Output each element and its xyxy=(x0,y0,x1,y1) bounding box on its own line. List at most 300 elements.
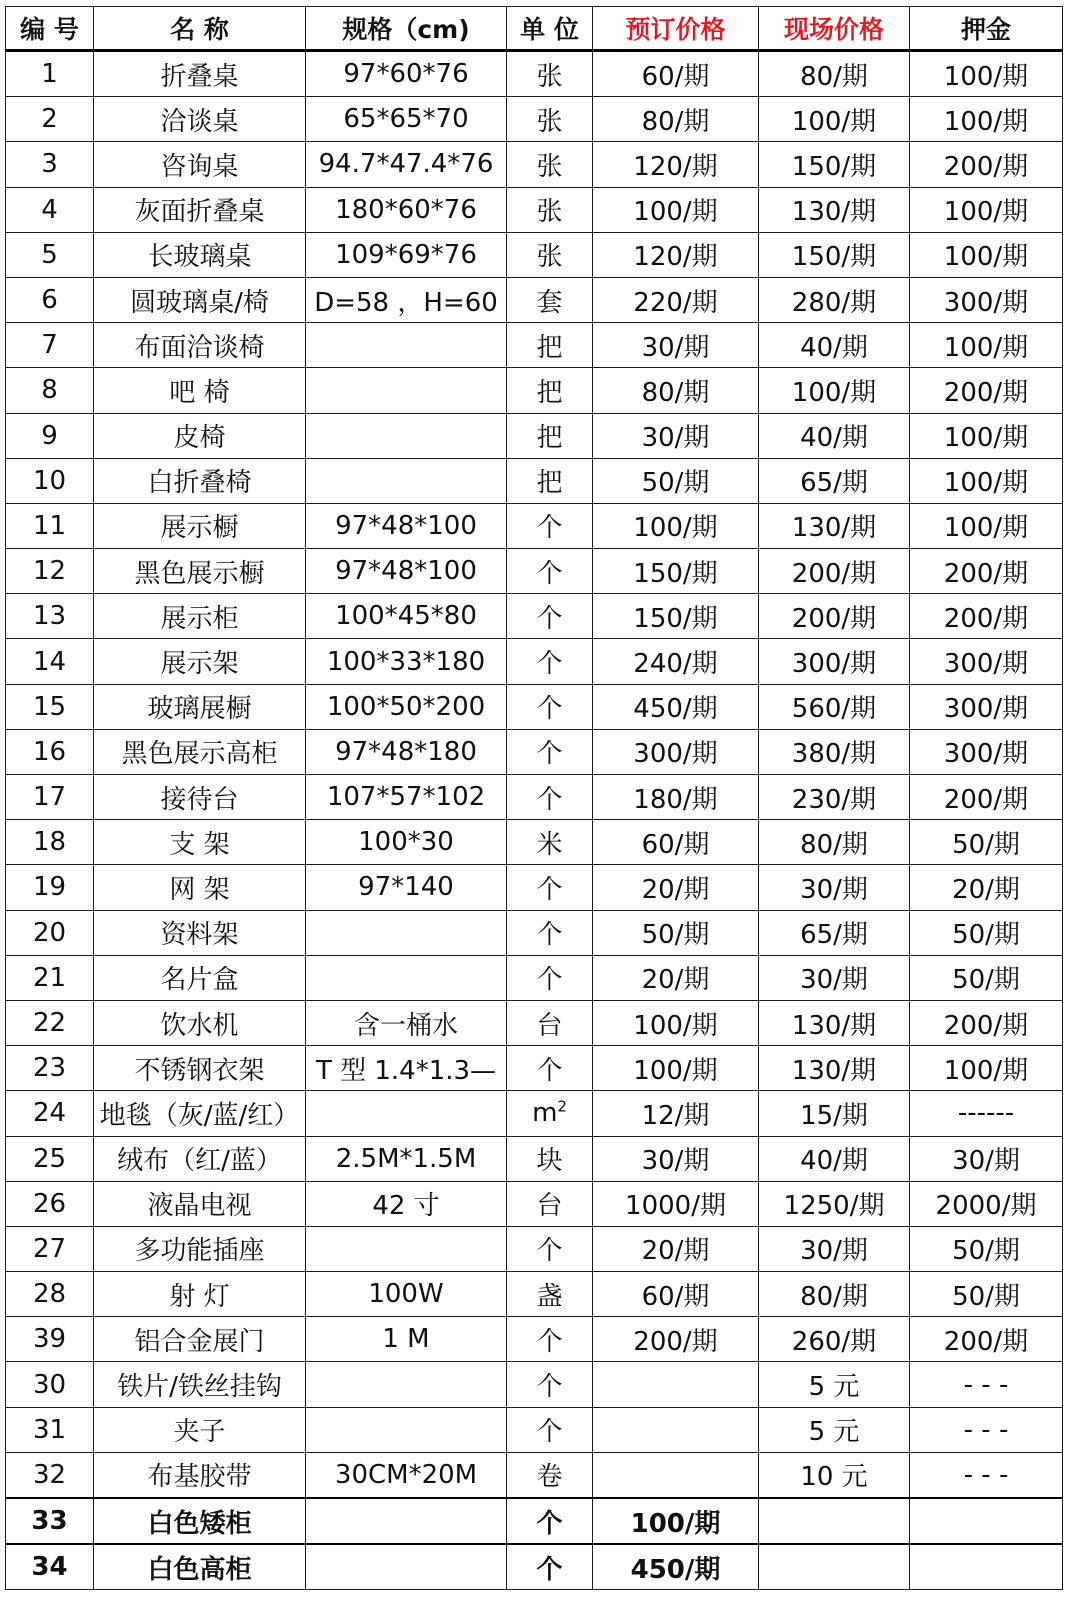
unit-text: m xyxy=(532,1098,558,1129)
onsite-price-text: 80/期 xyxy=(800,61,868,92)
deposit-text: 50/期 xyxy=(952,965,1020,996)
cell-name xyxy=(94,729,306,774)
id-text: 30 xyxy=(32,1369,67,1400)
cell-booking-price xyxy=(593,1452,759,1498)
cell-id xyxy=(6,1181,94,1226)
cell-name xyxy=(94,1407,306,1452)
cell-onsite-price xyxy=(759,1000,910,1045)
booking-price-text: 1000/期 xyxy=(625,1191,726,1222)
deposit-text: 100/期 xyxy=(943,106,1029,137)
name-text: 白色矮柜 xyxy=(147,1508,252,1539)
unit-text: 把 xyxy=(536,332,563,363)
cell-spec xyxy=(306,684,507,729)
deposit-text: 300/期 xyxy=(943,287,1029,318)
cell-unit xyxy=(507,594,593,639)
deposit-text: 200/期 xyxy=(943,151,1029,182)
cell-id xyxy=(6,1362,94,1407)
cell-deposit xyxy=(910,1000,1063,1045)
cell-unit xyxy=(507,323,593,368)
table-row xyxy=(6,549,1063,594)
booking-price-text: 150/期 xyxy=(633,558,718,589)
cell-deposit xyxy=(910,639,1063,684)
cell-spec xyxy=(306,1362,507,1407)
deposit-text: 200/期 xyxy=(943,558,1029,589)
cell-spec xyxy=(306,1046,507,1091)
cell-id xyxy=(6,729,94,774)
cell-name xyxy=(94,865,306,910)
cell-spec xyxy=(306,232,507,277)
deposit-text: 20/期 xyxy=(952,874,1020,905)
cell-booking-price xyxy=(593,277,759,322)
table-row xyxy=(6,503,1063,548)
unit-text: 个 xyxy=(536,558,563,589)
cell-id xyxy=(6,594,94,639)
cell-name xyxy=(94,1544,306,1590)
cell-onsite-price xyxy=(759,368,910,413)
cell-deposit xyxy=(910,458,1063,503)
onsite-price-text: 260/期 xyxy=(791,1326,877,1357)
deposit-text: ------ xyxy=(957,1098,1015,1129)
name-text: 资料架 xyxy=(160,920,239,951)
table-row xyxy=(6,1136,1063,1181)
unit-text: 个 xyxy=(536,649,563,680)
unit-text: 张 xyxy=(536,151,563,182)
name-text: 圆玻璃桌/椅 xyxy=(130,287,269,318)
cell-unit xyxy=(507,1091,593,1136)
cell-id xyxy=(6,1452,94,1498)
spec-text: 100W xyxy=(368,1279,444,1310)
cell-spec xyxy=(306,1091,507,1136)
cell-onsite-price xyxy=(759,1452,910,1498)
booking-price-text: 30/期 xyxy=(641,332,710,363)
unit-text: 把 xyxy=(536,468,563,499)
booking-price-text: 300/期 xyxy=(633,739,718,770)
cell-onsite-price xyxy=(759,639,910,684)
onsite-price-text: 200/期 xyxy=(791,558,877,589)
cell-name xyxy=(94,277,306,322)
cell-deposit xyxy=(910,1362,1063,1407)
booking-price-text: 60/期 xyxy=(641,61,710,92)
name-text: 黑色展示高柜 xyxy=(121,739,278,770)
cell-name xyxy=(94,955,306,1000)
cell-spec xyxy=(306,1317,507,1362)
unit-text: 个 xyxy=(536,1236,563,1267)
cell-id xyxy=(6,1226,94,1271)
deposit-text: 300/期 xyxy=(943,649,1029,680)
cell-id xyxy=(6,1317,94,1362)
table-row xyxy=(6,1046,1063,1091)
cell-onsite-price xyxy=(759,1091,910,1136)
cell-deposit xyxy=(910,1317,1063,1362)
cell-onsite-price xyxy=(759,1362,910,1407)
onsite-price-text: 65/期 xyxy=(800,920,868,951)
onsite-price-text: 40/期 xyxy=(800,423,868,454)
spec-text: 107*57*102 xyxy=(326,782,486,813)
name-text: 展示架 xyxy=(160,649,239,680)
cell-unit xyxy=(507,1272,593,1317)
cell-id xyxy=(6,1091,94,1136)
deposit-text: 50/期 xyxy=(952,1236,1020,1267)
onsite-price-text: 230/期 xyxy=(791,784,877,815)
cell-booking-price xyxy=(593,1181,759,1226)
cell-booking-price xyxy=(593,1091,759,1136)
cell-name xyxy=(94,1226,306,1271)
cell-id xyxy=(6,323,94,368)
id-text: 3 xyxy=(41,149,58,180)
cell-onsite-price xyxy=(759,413,910,458)
unit-text: 个 xyxy=(536,694,563,725)
cell-unit xyxy=(507,97,593,142)
id-text: 7 xyxy=(41,330,58,361)
deposit-text: 100/期 xyxy=(943,513,1029,544)
name-text: 多功能插座 xyxy=(134,1236,265,1267)
table-row xyxy=(6,910,1063,955)
cell-id xyxy=(6,1544,94,1590)
cell-id xyxy=(6,413,94,458)
table-row xyxy=(6,1317,1063,1362)
cell-booking-price xyxy=(593,775,759,820)
cell-unit xyxy=(507,684,593,729)
cell-unit xyxy=(507,1046,593,1091)
booking-price-text: 60/期 xyxy=(641,1281,710,1312)
table-row xyxy=(6,368,1063,413)
unit-text: 套 xyxy=(536,287,563,318)
unit-text: 个 xyxy=(536,1417,563,1448)
deposit-text: 100/期 xyxy=(943,242,1029,273)
booking-price-text: 20/期 xyxy=(641,1236,710,1267)
cell-deposit xyxy=(910,97,1063,142)
cell-onsite-price xyxy=(759,955,910,1000)
cell-deposit xyxy=(910,323,1063,368)
onsite-price-text: 150/期 xyxy=(791,242,877,273)
deposit-text: 100/期 xyxy=(943,1055,1029,1086)
cell-unit xyxy=(507,1000,593,1045)
unit-text: 个 xyxy=(536,513,563,544)
booking-price-text: 200/期 xyxy=(633,1326,718,1357)
booking-price-text: 150/期 xyxy=(633,603,718,634)
cell-unit xyxy=(507,1226,593,1271)
unit-text: 个 xyxy=(536,603,563,634)
table-row xyxy=(6,277,1063,322)
cell-booking-price xyxy=(593,820,759,865)
cell-onsite-price xyxy=(759,729,910,774)
cell-spec xyxy=(306,775,507,820)
deposit-text: 100/期 xyxy=(943,332,1029,363)
cell-name xyxy=(94,594,306,639)
deposit-text: 200/期 xyxy=(943,784,1029,815)
spec-text: 100*45*80 xyxy=(335,601,477,632)
onsite-price-text: 15/期 xyxy=(800,1100,868,1131)
spec-text: T 型 1.4*1.3— xyxy=(315,1055,497,1086)
cell-id xyxy=(6,1136,94,1181)
cell-name xyxy=(94,1046,306,1091)
id-text: 16 xyxy=(32,736,67,767)
spec-text: 100*30 xyxy=(358,827,454,858)
deposit-text: 2000/期 xyxy=(935,1191,1037,1222)
id-text: 22 xyxy=(32,1008,67,1039)
unit-text: 盏 xyxy=(536,1281,563,1312)
name-text: 展示柜 xyxy=(160,603,239,634)
cell-onsite-price xyxy=(759,1181,910,1226)
cell-booking-price xyxy=(593,232,759,277)
cell-name xyxy=(94,413,306,458)
cell-deposit xyxy=(910,1407,1063,1452)
header-onsite-price: 现场价格 xyxy=(759,7,910,51)
unit-text: 米 xyxy=(536,829,563,860)
cell-unit xyxy=(507,1544,593,1590)
id-text: 15 xyxy=(32,691,67,722)
header-deposit: 押金 xyxy=(910,7,1063,51)
cell-booking-price xyxy=(593,594,759,639)
cell-deposit xyxy=(910,955,1063,1000)
unit-text: 个 xyxy=(536,965,563,996)
booking-price-text: 60/期 xyxy=(641,829,710,860)
onsite-price-text: 5 元 xyxy=(808,1372,860,1403)
deposit-text: - - - xyxy=(963,1459,1009,1490)
table-row xyxy=(6,187,1063,232)
unit-text: 个 xyxy=(536,1554,563,1585)
cell-onsite-price xyxy=(759,820,910,865)
cell-name xyxy=(94,1498,306,1544)
deposit-text: - - - xyxy=(963,1369,1009,1400)
cell-deposit xyxy=(910,729,1063,774)
onsite-price-text: 130/期 xyxy=(791,1010,877,1041)
name-text: 饮水机 xyxy=(160,1010,239,1041)
id-text: 19 xyxy=(32,872,67,903)
id-text: 26 xyxy=(32,1188,67,1219)
spec-text: 42 寸 xyxy=(372,1191,440,1222)
cell-unit xyxy=(507,503,593,548)
cell-deposit xyxy=(910,1544,1063,1590)
cell-spec xyxy=(306,1452,507,1498)
onsite-price-text: 130/期 xyxy=(791,1055,877,1086)
cell-booking-price xyxy=(593,1226,759,1271)
cell-name xyxy=(94,910,306,955)
onsite-price-text: 30/期 xyxy=(800,965,868,996)
cell-name xyxy=(94,142,306,187)
spec-text: 2.5M*1.5M xyxy=(335,1143,477,1174)
cell-spec xyxy=(306,1498,507,1544)
booking-price-text: 180/期 xyxy=(633,784,718,815)
cell-onsite-price xyxy=(759,1272,910,1317)
cell-deposit xyxy=(910,1046,1063,1091)
deposit-text: - - - xyxy=(963,1414,1009,1445)
name-text: 白色高柜 xyxy=(147,1554,252,1585)
onsite-price-text: 65/期 xyxy=(800,468,868,499)
booking-price-text: 50/期 xyxy=(641,920,710,951)
cell-name xyxy=(94,97,306,142)
onsite-price-text: 5 元 xyxy=(808,1417,860,1448)
cell-id xyxy=(6,775,94,820)
id-text: 31 xyxy=(32,1414,67,1445)
spec-text: 97*48*100 xyxy=(335,556,477,587)
cell-booking-price xyxy=(593,955,759,1000)
cell-name xyxy=(94,1452,306,1498)
table-row xyxy=(6,1452,1063,1498)
cell-spec xyxy=(306,187,507,232)
unit-text: 把 xyxy=(536,377,563,408)
id-text: 13 xyxy=(32,601,67,632)
table-row xyxy=(6,458,1063,503)
booking-price-text: 20/期 xyxy=(641,874,710,905)
cell-booking-price xyxy=(593,97,759,142)
cell-spec xyxy=(306,729,507,774)
cell-unit xyxy=(507,1317,593,1362)
cell-onsite-price xyxy=(759,1317,910,1362)
cell-booking-price xyxy=(593,1498,759,1544)
id-text: 20 xyxy=(32,917,67,948)
cell-booking-price xyxy=(593,368,759,413)
cell-unit xyxy=(507,865,593,910)
cell-unit xyxy=(507,729,593,774)
id-text: 28 xyxy=(32,1279,67,1310)
spec-text: 97*140 xyxy=(358,872,454,903)
id-text: 9 xyxy=(41,420,58,451)
table-row xyxy=(6,413,1063,458)
cell-unit xyxy=(507,549,593,594)
table-row xyxy=(6,1498,1063,1544)
deposit-text: 100/期 xyxy=(943,61,1029,92)
cell-onsite-price xyxy=(759,277,910,322)
unit-text: 个 xyxy=(536,1055,563,1086)
cell-unit xyxy=(507,639,593,684)
cell-deposit xyxy=(910,51,1063,97)
table-row xyxy=(6,1226,1063,1271)
cell-id xyxy=(6,368,94,413)
id-text: 39 xyxy=(32,1324,67,1355)
table-row xyxy=(6,865,1063,910)
name-text: 地毯（灰/蓝/红） xyxy=(99,1100,300,1131)
booking-price-text: 450/期 xyxy=(633,694,718,725)
booking-price-text: 100/期 xyxy=(633,197,718,228)
cell-unit xyxy=(507,820,593,865)
unit-text: 台 xyxy=(536,1191,563,1222)
cell-spec xyxy=(306,413,507,458)
cell-onsite-price xyxy=(759,458,910,503)
name-text: 白折叠椅 xyxy=(147,468,252,499)
spec-text: 94.7*47.4*76 xyxy=(318,149,494,180)
cell-deposit xyxy=(910,368,1063,413)
cell-onsite-price xyxy=(759,1226,910,1271)
cell-name xyxy=(94,775,306,820)
cell-deposit xyxy=(910,549,1063,594)
name-text: 不锈钢衣架 xyxy=(134,1055,265,1086)
cell-onsite-price xyxy=(759,187,910,232)
booking-price-text: 100/期 xyxy=(633,1055,718,1086)
cell-deposit xyxy=(910,232,1063,277)
cell-id xyxy=(6,458,94,503)
cell-unit xyxy=(507,142,593,187)
cell-booking-price xyxy=(593,413,759,458)
cell-booking-price xyxy=(593,1272,759,1317)
spec-text: D=58 ，H=60 xyxy=(314,287,498,318)
onsite-price-text: 200/期 xyxy=(791,603,877,634)
cell-booking-price xyxy=(593,503,759,548)
table-row xyxy=(6,323,1063,368)
name-text: 咨询桌 xyxy=(160,151,239,182)
spec-text: 含一桶水 xyxy=(353,1010,458,1041)
cell-spec xyxy=(306,97,507,142)
table-row xyxy=(6,1544,1063,1590)
cell-unit xyxy=(507,1407,593,1452)
cell-unit xyxy=(507,187,593,232)
cell-deposit xyxy=(910,413,1063,458)
cell-spec xyxy=(306,503,507,548)
cell-onsite-price xyxy=(759,323,910,368)
deposit-text: 300/期 xyxy=(943,739,1029,770)
deposit-text: 300/期 xyxy=(943,694,1029,725)
table-row xyxy=(6,232,1063,277)
cell-spec xyxy=(306,865,507,910)
header-unit: 单 位 xyxy=(507,7,593,51)
cell-spec xyxy=(306,549,507,594)
cell-spec xyxy=(306,1544,507,1590)
id-text: 12 xyxy=(32,556,67,587)
booking-price-text: 20/期 xyxy=(641,965,710,996)
cell-deposit xyxy=(910,142,1063,187)
cell-spec xyxy=(306,51,507,97)
name-text: 洽谈桌 xyxy=(160,106,239,137)
id-text: 23 xyxy=(32,1053,67,1084)
cell-booking-price xyxy=(593,1136,759,1181)
id-text: 32 xyxy=(32,1459,67,1490)
cell-unit xyxy=(507,51,593,97)
cell-booking-price xyxy=(593,729,759,774)
cell-deposit xyxy=(910,594,1063,639)
unit-text: 张 xyxy=(536,61,563,92)
cell-id xyxy=(6,910,94,955)
cell-spec xyxy=(306,1272,507,1317)
table-row xyxy=(6,729,1063,774)
id-text: 18 xyxy=(32,827,67,858)
cell-deposit xyxy=(910,1091,1063,1136)
table-header-row xyxy=(6,7,1063,51)
deposit-text: 30/期 xyxy=(952,1146,1020,1177)
name-text: 网 架 xyxy=(169,874,230,905)
header-booking-price: 预订价格 xyxy=(593,7,759,51)
id-text: 6 xyxy=(41,285,58,316)
cell-unit xyxy=(507,413,593,458)
cell-unit xyxy=(507,775,593,820)
cell-deposit xyxy=(910,1498,1063,1544)
cell-deposit xyxy=(910,503,1063,548)
unit-text: 张 xyxy=(536,106,563,137)
cell-id xyxy=(6,820,94,865)
cell-onsite-price xyxy=(759,142,910,187)
cell-spec xyxy=(306,1407,507,1452)
unit-text: 个 xyxy=(536,784,563,815)
booking-price-text: 80/期 xyxy=(641,106,710,137)
cell-deposit xyxy=(910,865,1063,910)
onsite-price-text: 130/期 xyxy=(791,513,877,544)
onsite-price-text: 100/期 xyxy=(791,377,877,408)
cell-name xyxy=(94,323,306,368)
cell-id xyxy=(6,549,94,594)
cell-booking-price xyxy=(593,458,759,503)
cell-deposit xyxy=(910,820,1063,865)
cell-unit xyxy=(507,1136,593,1181)
cell-booking-price xyxy=(593,910,759,955)
unit-text: 卷 xyxy=(536,1462,563,1493)
name-text: 夹子 xyxy=(173,1417,226,1448)
cell-deposit xyxy=(910,1136,1063,1181)
cell-deposit xyxy=(910,277,1063,322)
name-text: 接待台 xyxy=(160,784,239,815)
cell-unit xyxy=(507,955,593,1000)
booking-price-text: 30/期 xyxy=(641,1146,710,1177)
cell-deposit xyxy=(910,775,1063,820)
cell-name xyxy=(94,1091,306,1136)
